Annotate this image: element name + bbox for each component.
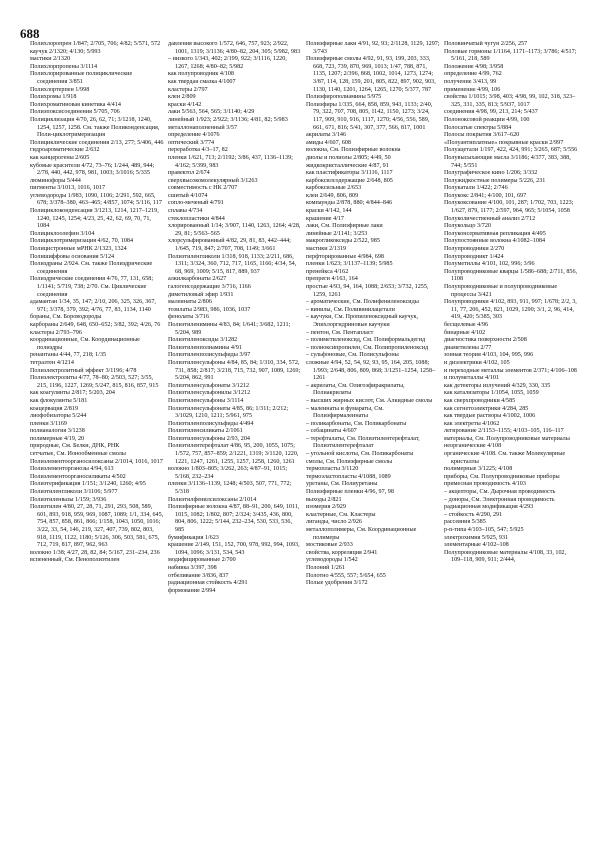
index-entry: совместимость с НК 2/707 [168, 185, 238, 192]
index-entry: компаунды 2/878, 880; 4/844–846 [306, 200, 393, 207]
index-entry: как канцерогены 2/605 [30, 154, 90, 161]
index-column-4 [444, 41, 578, 835]
index-entry: Полиэтерификация 1/151; 3/1240, 1260; 4/95 [30, 481, 146, 488]
index-entry: как твердые растворы 4/1002, 1006 [444, 413, 536, 420]
index-entry: тетраэтен 4/1214 [30, 359, 74, 366]
index-entry: Полициклотримеризация 4/62, 70, 1084 [30, 238, 134, 245]
index-entry: Полиэлементоорганосиликаты 4/502 [30, 473, 126, 480]
index-entry: рассеяния 5/385 [444, 519, 486, 526]
index-entry: оптический 3/774 [168, 139, 215, 146]
index-entry: Полиэфирные пленки 4/96, 97, 98 [306, 489, 394, 496]
index-entry: Полиэтиленсульфоны 4/84, 85, 84; 1/310, 334, 572, 731, 858; 2/817; 3/218, 715, 732, 907, 1089, 1269; 5/204, 862, 991 [168, 359, 301, 382]
index-entry: – поликарбонаты, См. Поликарбонаты [306, 420, 407, 427]
index-entry: карбораны 2/649, 648, 650–652; 3/82, 392; 4/26, 76 [30, 321, 161, 328]
index-entry: – доноры, См. Электронная проводимость [444, 496, 555, 503]
index-entry: Полиэтиленполиамины 4/91 [168, 344, 242, 351]
index-entry: пленки 1/621, 713; 2/1192; 3/86, 437, 1136–1139; 4/162; 5/399, 983 [168, 154, 293, 169]
index-entry: как детекторы излучений 4/329, 330, 335 [444, 382, 551, 389]
index-entry: Полосатые спектры 5/884 [444, 124, 512, 131]
index-entry: вспененный, См. Пенополиэтилен [30, 557, 120, 564]
index-entry: – акцепторы, См. Дырочная проводимость [444, 489, 556, 496]
index-entry: карбоксилсодержащие 2/648, 805 [306, 177, 393, 184]
index-entry: карбоксильные 2/653 [306, 185, 362, 192]
index-entry: крашение 4/17 [306, 215, 344, 222]
index-entry: лиганды, число 2/926 [306, 519, 362, 526]
index-entry: акрилаты 3/146 [306, 132, 347, 139]
index-entry: макрогликоксиды 2/522, 985 [306, 238, 380, 245]
index-entry: определение 4/1076 [168, 132, 220, 139]
index-entry: кластеры 2/797 [168, 86, 208, 93]
index-entry: элементарные 4/102–108 [444, 542, 509, 549]
index-entry: зонная теория 4/103, 104, 995, 996 [444, 352, 534, 359]
index-entry: Полиэтиленгликоли 3/1106; 5/977 [30, 489, 118, 496]
index-entry: Полиэпоксисоединения 5/705, 706 [30, 109, 120, 116]
index-entry: набивка 3/397, 398 [168, 564, 217, 571]
index-entry: радиационная модификация 4/293 [444, 504, 534, 511]
index-entry: волокно 1/803–805; 3/262, 263; 4/87–91, 1015; 5/168, 232–234 [168, 466, 288, 480]
index-entry: «Полуантиплатные» покрывные краски 2/997 [444, 139, 564, 146]
index-entry: амиды 4/607, 608 [306, 139, 351, 146]
index-entry: Полупроводникт 1/424 [444, 253, 504, 260]
index-entry: пренейкса 4/162 [306, 268, 349, 275]
index-entry: Полиэтиленсульфоны 2/93, 204 [168, 435, 250, 442]
index-entry: мастики 2/1320 [30, 56, 71, 63]
index-entry: Полиэтиленгликоли 1/318, 918, 1133; 2/211, 686, 1311; 3/324, 360, 712, 717, 1165, 1166; 4/34, 54, 68, 969, 1009; 5/15, 817, 889, 937 [168, 253, 297, 275]
index-entry: Полотно 4/555, 557; 5/654, 655 [306, 572, 386, 579]
index-entry: Полиэлементорганозы 4/94, 613 [30, 466, 114, 473]
index-entry: жидкокристаллические 4/87, 91 [306, 162, 389, 169]
index-entry: Полихлорированные полициклические соединения 3/851 [30, 71, 133, 85]
index-entry: как сегнетоэлектрики 4/284, 285 [444, 405, 529, 412]
index-entry: Полупроводники 2/270 [444, 246, 505, 253]
index-entry: смолы, См. Полиэфирные смолы [306, 458, 393, 465]
index-entry: Полые удобрения 3/172 [306, 580, 368, 587]
index-entry: как флокулянты 5/181 [30, 397, 88, 404]
index-entry: Полоний 1/261 [306, 564, 345, 571]
index-entry: Полуконсервативная репликация 4/495 [444, 230, 546, 237]
index-entry: Полиэтиленполисульфиды 3/97 [168, 352, 251, 359]
index-entry: неорганические 4/108 [444, 443, 502, 450]
index-entry: хлорсульфированный 4/82, 29, 81, 83, 442–444; 1/645, 719, 847; 2/707, 708, 1149; 3/661 [168, 238, 291, 253]
index-entry: сплавы 4/734 [168, 208, 203, 215]
index-entry: правектол 2/674 [168, 170, 210, 177]
index-entry: коацервация 2/819 [30, 405, 79, 412]
index-entry: Полоноксовой реакции 4/99, 100 [444, 116, 530, 123]
index-entry: простые 4/93, 94, 164, 1088; 2/653; 3/732, 1255, 1259, 1261 [306, 284, 429, 298]
index-entry: давления высокого 1/572, 646, 757, 923; 2/922, 1001, 1319; 3/1136; 4/80–82, 204, 305; 5/982, 983 [168, 41, 301, 55]
index-entry: соединения 4/98, 99, 213, 214; 5/437 [444, 109, 538, 116]
index-entry: как электреты 4/1062 [444, 420, 500, 427]
index-entry: термоэластопласты 4/1088, 1089 [306, 473, 391, 480]
index-entry: алкилкарбонаты 2/627 [168, 276, 227, 283]
index-column-2 [168, 41, 302, 835]
index-entry: как пластификаторы 3/1116, 1117 [306, 170, 393, 177]
index-entry: углеводороды 1/542 [306, 557, 358, 564]
index-entry: Полихромы 1/918 [30, 94, 77, 101]
index-entry: Полиэдраны 2/924. См. также Полиэдрические соединения [30, 261, 153, 275]
index-entry: Полукокс 2/841; 4/100, 101, 697 [444, 192, 527, 199]
index-entry: фенолаты 3/716 [168, 314, 209, 321]
index-entry: Полиэтиленоксиды 3/1282 [168, 337, 238, 344]
index-entry: полимерные 4/19, 20 [30, 435, 85, 442]
index-entry: – каучуки, См. Пропиленоксидный каучук, Эпихлоргидриновые каучуки [306, 314, 419, 328]
index-entry: – ароматические, См. Полифениленоксиды [306, 299, 419, 306]
index-entry: Полуметиллы 4/101, 102, 996; 3/96 [444, 261, 535, 268]
index-entry: Половые гормоны 1/1164, 1171–1173; 3/786; 4/517; 5/161, 218, 589 [444, 48, 577, 63]
index-entry: сетчатые, См. Ионообменные смолы [30, 451, 126, 458]
index-entry: Полукольцо 3/720 [444, 223, 491, 230]
index-entry: клеи 2/809 [168, 94, 196, 101]
index-entry: изомерия 2/929 [306, 504, 346, 511]
index-entry: Полиэтилфенилсилоксаны 2/1014 [168, 496, 257, 503]
index-entry: – высших жирных кислот, См. Алкидные смолы [306, 397, 433, 404]
index-entry: Полиэтиленполисульфиды 4/494 [168, 420, 254, 427]
index-entry: пленки 3/1169 [30, 420, 67, 427]
page-number: 688 [20, 26, 40, 41]
index-entry: тозилаты 2/983, 986, 1036, 1037 [168, 306, 251, 313]
index-entry: Полиэфирные смолы 4/92, 91, 93, 199, 203, 333, 668, 723, 739, 870, 969, 1013; 1/47, 788, 871, 1135, 1207; 2/396, 868, 1002, 1014, 1273, 1274; 3/87, 114, 128, 159, 201, 805, 822, 897, 902, 903, 1130, 1140, 1201, 1264, 1265, 1270; 5/377, 787 [306, 56, 436, 93]
index-entry: как сверхпроводники 4/585 [444, 397, 516, 404]
index-entry: Полиэтиленсиликаты 2/1061 [168, 428, 243, 435]
index-entry: и полуметаллы 4/101 [444, 375, 500, 382]
index-entry: полимерные 3/1225; 4/108 [444, 466, 513, 473]
index-entry: – пентон, См. Пентапласт [306, 329, 374, 336]
index-entry: лаки, См. Полиэфирные лаки [306, 223, 383, 230]
index-columns [30, 41, 578, 835]
index-entry: клеи 2/649, 806, 809 [306, 192, 359, 199]
index-entry: Полиэтилентерефталат 4/86, 95, 200, 1055, 1075; 1/572, 757, 857–859; 2/1221, 1319; 3/1120, 1220, 1221, 1247, 1261, 1255, 1257, 1258, 1260, 1261 [168, 443, 299, 465]
index-entry: диметиловый эфир 1/931 [168, 291, 234, 298]
index-entry: Полиэдрические соединения 4/76, 77, 131, 658; 1/1141; 5/719, 738; 2/70. См. Циклические соединения [30, 276, 154, 298]
index-entry: органические 4/108. См. также Молекулярные кристаллы [444, 451, 566, 465]
index-entry: Полуколичественный анализ 2/712 [444, 215, 536, 222]
index-entry: Полиэтилен 4/80, 27, 28, 71, 291, 293, 508, 589, 601, 893, 918, 959, 969, 1087, 1089; 1/1, 334, 645, 754, 857, 858, 861, 866; 1/158, 1043, 1050, 1016; 3/22, 33, 54, 146, 219, 327, 407, 739, 802, 803, 918, 1119, 1122, 1180; 5/126, 306, 503, 581, 675, 712, 719, 817, 897, 962, 963 [30, 504, 164, 549]
index-entry: линейный 1/923; 2/922; 3/1136; 4/81, 82; 5/983 [168, 116, 288, 123]
index-entry: металлонаполненный 3/57 [168, 124, 238, 131]
index-entry: мостиковые 2/933 [306, 542, 353, 549]
index-entry: как коагулянты 2/817; 5/203, 204 [30, 390, 115, 397]
index-entry: сшитый 4/1074 [168, 192, 208, 199]
index-entry: Полуацетали 1/197, 422, 424, 991; 3/265, 687; 5/556 [444, 147, 578, 154]
index-entry: Полициклические соединения 2/13, 277; 5/406, 446 [30, 139, 164, 146]
index-entry: ренантаны 4/44, 77, 218; 1/35 [30, 352, 107, 359]
index-entry: крашение 2/149, 151, 152, 700, 978, 992, 994, 1093, 1094, 1096; 3/131, 534, 543 [168, 542, 300, 556]
index-entry: Полувысыхающие масла 3/1186; 4/377, 383, 388, 744; 5/551 [444, 154, 571, 169]
index-entry: – угольной кислоты, См. Поликарбонаты [306, 451, 414, 458]
index-entry: свойства 1/1015; 3/98, 403; 4/98, 99, 102, 318, 323–325, 331, 335, 813; 5/937, 1017 [444, 94, 576, 108]
index-column-1 [30, 41, 164, 835]
index-entry: сложные 4/94, 52, 54, 92, 93, 95, 164, 205, 1088; 1/993; 2/648, 806, 809, 868; 3/1251–1254, 1258–1261 [306, 359, 436, 382]
index-entry: и диэлектрики 4/102, 105 [444, 359, 510, 366]
index-entry: Полиэтиленсульфонаты 3/1212 [168, 382, 250, 389]
index-entry: бораны, См. Бороводороды [30, 314, 102, 321]
index-entry: препреги 4/163, 164 [306, 276, 358, 283]
index-entry: приборы, См. Полупроводниковые приборы [444, 473, 560, 480]
index-entry: Полиэлектролитный эффект 3/1196; 4/78 [30, 367, 137, 374]
index-entry: сверхвысокомолекулярный 3/1263 [168, 177, 258, 184]
index-entry: координационные, См. Координационные полиэдры [30, 337, 140, 351]
index-entry: лиофобизаторы 5/244 [30, 413, 87, 420]
index-entry: углеводороды 1/983, 1090, 1106; 2/291, 592, 665, 678; 3/378–380, 463–465; 4/857, 1074; 5/116, 117 [30, 192, 162, 207]
index-entry: хлорированный 1/14; 3/907, 1140, 1263, 1264; 4/28, 29, 81; 5/563–565 [168, 223, 301, 237]
index-entry: примесная проводимость 4/103 [444, 481, 526, 488]
index-entry: Полупроводники 4/102, 893, 911, 997; 1/678; 2/2, 3, 11, 77, 206, 452, 821, 1029, 1290; 3/1, 2, 96, 414, 419, 420; 5/385, 303 [444, 299, 577, 321]
index-entry: модифицированные 2/700 [168, 557, 236, 564]
index-entry: получение 3/413, 99 [444, 78, 497, 85]
index-entry: перфторированные 4/984, 698 [306, 253, 385, 260]
index-entry: термопласты 3/1120 [306, 466, 359, 473]
index-entry: краски 4/142, 144 [306, 208, 352, 215]
index-entry: уретаны, См. Полиуретаны [306, 481, 378, 488]
index-entry: сопло-меченый 4/791 [168, 200, 224, 207]
index-entry: бумификация 1/623 [168, 534, 219, 541]
index-entry: кластеры 2/793–796 [30, 329, 82, 336]
index-entry: радиационная стойкость 4/291 [168, 580, 248, 587]
index-entry: электрохимия 5/925, 931 [444, 534, 509, 541]
index-entry: формование 2/994 [168, 587, 216, 594]
index-entry: пленки 1/623; 3/1137–1139; 5/985 [306, 261, 393, 268]
index-entry: гидроароматические 2/632 [30, 147, 100, 154]
index-entry: Полупроводниковые материалы 4/108, 33, 102, 109–118, 909, 911; 2/444, [444, 549, 567, 564]
index-entry: мастики 2/1319 [306, 246, 347, 253]
index-entry: легирование 2/1153–1155; 4/103–105, 116–117 [444, 428, 564, 435]
index-entry: Полиэлектролиты 4/77, 78–80; 2/503, 527; 3/55, 215, 1196, 1227, 1269; 5/247, 815, 816, 857, 915 [30, 375, 159, 389]
index-entry: как твердая смазка 4/1007 [168, 78, 236, 85]
index-entry: Полихлорпропены 3/1114 [30, 63, 98, 70]
index-entry: природные, См. Белки, ДНК, РНК [30, 443, 120, 450]
index-entry: Полиэтиленсульфонилы 3/1212 [168, 390, 251, 397]
index-entry: диолы и полиолы 2/805; 4/49, 50 [306, 154, 391, 161]
index-entry: металлополимеры, См. Координационные полимеры [306, 527, 417, 541]
index-entry: – акрилаты, См. Олигоэфиракрилаты, Полиакрилаты [306, 382, 405, 397]
index-entry: – малеинаты и фумараты, См. Полиэфирмалеинаты [306, 405, 384, 420]
index-entry: Полицистронные мРНК 2/1323, 1324 [30, 246, 127, 253]
index-entry: Полиэтиленвазы 1/159; 3/936 [30, 496, 107, 503]
index-entry: волокна, См. Полиэфирные волокна [306, 147, 401, 154]
index-entry: каучук 2/1320; 4/130; 5/993 [30, 48, 101, 55]
index-entry: Полупроводниковые и полупроводниковые процессы 3/421 [444, 284, 558, 298]
index-entry: Полиэфирные лаки 4/91, 92, 93; 2/1128, 1129, 1297; 3/743 [306, 41, 440, 55]
index-entry: – себацинаты 4/607 [306, 428, 357, 435]
index-entry: стеклопластики 4/844 [168, 215, 225, 222]
index-entry: материалы, См. Полупроводниковые материалы [444, 435, 570, 442]
index-entry: Полупостоянные волокна 4/1082–1084 [444, 238, 546, 245]
index-entry: Полихлоропрен 1/847; 2/705, 706; 4/82; 5/571, 572 [30, 41, 161, 47]
index-entry: Полиэтиленсульфонаты 4/85, 86; 1/311; 2/212; 3/1029, 1210, 1211; 5/961, 975 [168, 405, 289, 420]
index-entry: бесщелевые 4/96 [444, 321, 489, 328]
index-entry: Полуграфическое кино 1/206; 3/332 [444, 170, 538, 177]
index-entry: – стойкость 4/290, 291 [444, 511, 503, 518]
index-entry: кластерные, См. Кластеры [306, 511, 376, 518]
index-entry: кубовые красители 4/72, 73–76; 1/244, 489, 944; 2/78, 440, 442, 978, 981, 1003; 3/1016; 5/335 [30, 162, 155, 177]
index-entry: Полиxроматиновая кинетика 4/414 [30, 101, 121, 108]
index-entry: Полиэлементоорганосилоксаны 2/1014, 1016, 1017 [30, 458, 163, 465]
index-entry: – сульфоновые, См. Полисульфоны [306, 352, 399, 359]
index-entry: Полукоксование 4/100, 101, 287; 1/702, 703, 1223; 1/627, 879, 1177; 2/597, 964, 965; 5/1054, 1058 [444, 200, 574, 215]
index-entry: бинарные 4/102 [444, 329, 486, 336]
index-entry: малеинаты 2/806 [168, 299, 212, 306]
index-entry: Полициклоолефин 3/104 [30, 230, 95, 237]
index-entry: галогенсодержащие 3/716, 1166 [168, 284, 251, 290]
index-entry: Половинчатый чугун 2/256, 257 [444, 41, 528, 47]
index-entry: диаметилены 2/77 [444, 344, 492, 351]
index-entry: Полупроводниковые кварцы 1/586–688; 2/711, 856, 1108 [444, 268, 578, 283]
index-entry: – полиоксипропилен, См. Полипропиленоксид [306, 344, 429, 351]
index-entry: краски 4/142 [168, 101, 202, 108]
index-entry: – терефталаты, См. Полиэтилентерефталат, Полиэтилентерефталат [306, 435, 420, 450]
index-entry: и переходные металлы элементов 2/371; 4/106–108 [444, 367, 577, 374]
index-entry: отбеливание 3/836, 837 [168, 572, 229, 579]
index-entry: адамантан 1/34, 35, 147; 2/10, 206, 325, 326, 367, 971; 3/378, 379, 392; 4/76, 77, 83, 1134, 1140 [30, 299, 156, 313]
index-entry: как полупроводник 4/108 [168, 71, 234, 78]
index-entry: линейные 2/1141; 3/253 [306, 230, 368, 237]
index-entry: Полужидкостные полимеры 5/226, 231 [444, 177, 546, 184]
index-entry: Полихлортерпен 1/998 [30, 86, 90, 93]
index-entry: – полиметиленоксид, См. Полиформальдегид [306, 337, 426, 344]
index-entry: пигменты 3/1013, 1016, 1017 [30, 185, 106, 192]
index-entry: применение 4/99, 106 [444, 86, 501, 93]
index-entry: Полициклоконденсация 3/1213, 1214, 1217–1219, 1240, 1245, 1254; 4/23, 25, 42, 62, 69, 70, 71, 1084 [30, 208, 159, 230]
index-entry: диагностика поверхности 2/508 [444, 337, 527, 344]
index-entry: Положение 4/98; 3/958 [444, 63, 504, 70]
index-entry: Полукатали 1/422; 2/746 [444, 185, 508, 192]
index-entry: p-n-типа 4/103–105, 547; 5/925 [444, 527, 524, 533]
index-entry: Полиэфирополиамины 5/975 [306, 94, 382, 101]
index-entry: Полиэфиры 1/335, 664, 858, 859, 943, 1133; 2/40, 79, 322, 707, 708, 805, 1142, 1150, 1273; 3/24, 117, 909, 910, 916, 1117, 1270; 4/56, 556, 589, 661, 671, 816; 5/41, 307, 377, 566, 817, 1001 [306, 101, 433, 131]
index-entry: выходы 2/821 [306, 496, 342, 503]
index-entry: Полиэтиленимины 4/83, 84; 1/641; 3/682, 1211; 5/204, 989 [168, 321, 291, 336]
index-entry: Полосы покрытия 3/617–620 [444, 132, 520, 139]
index-entry: волокно 1/38; 4/27, 28, 82, 84; 5/167, 231–234, 236 [30, 549, 160, 556]
index-entry: полианалогия 3/1238 [30, 428, 85, 435]
index-entry: свойства, корреляция 2/941 [306, 549, 378, 556]
index-entry: Полиэтиленсульфоны 3/1114 [168, 397, 244, 404]
index-entry: переработка 4/3–17, 82 [168, 147, 228, 154]
index-column-3 [306, 41, 440, 835]
index-entry: – низкого 1/343, 402; 2/199, 922; 3/1116, 1220, 1267, 1268; 4/80–82; 5/982 [168, 56, 287, 70]
index-entry: лаки 5/563, 564, 565; 3/1140; 4/29 [168, 109, 255, 116]
index-entry: люминофоры 5/444 [30, 177, 81, 184]
index-entry: пленки 3/1136–1139, 1248; 4/503, 507, 771, 772; 5/318 [168, 481, 292, 496]
index-entry: Полишиффовы основания 5/124 [30, 253, 115, 260]
index-entry: как катализаторы 1/1054, 1055, 1059 [444, 390, 539, 397]
index-entry: Полиэфирные волокна 4/87, 88–91, 200, 649, 1011, 1015, 1082; 1/802, 807; 2/324; 3/435, 436, 800, 804, 806, 1222; 5/144, 232–234, 530, 533, 536, 985 [168, 504, 300, 533]
index-entry: – винилы, См. Поливинилацетали [306, 306, 395, 313]
index-entry: определение 4/99, 762 [444, 71, 502, 78]
index-entry: Полициклизация 4/70, 26, 62, 71; 3/1218, 1240, 1254, 1257, 1258. См. также Поликонденсация, Поли-циклотримеризация [30, 116, 160, 139]
